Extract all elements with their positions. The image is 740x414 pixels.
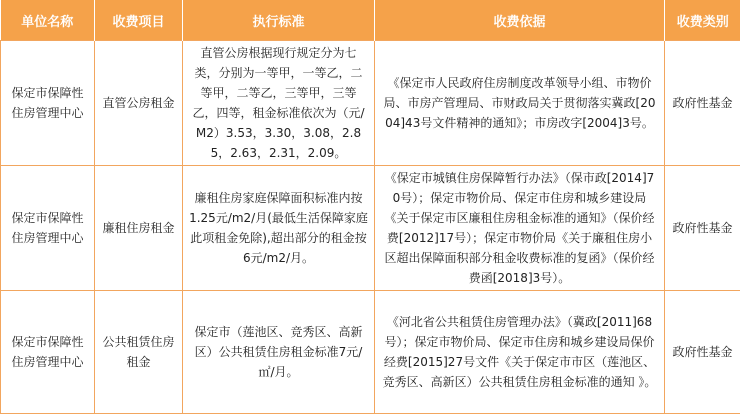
table-row xyxy=(1,166,740,291)
standard-cell: 保定市（莲池区、竞秀区、高新区）公共租赁住房租金标准7元/㎡/月。 xyxy=(183,291,375,414)
table-row xyxy=(1,291,740,414)
header-basis: 收费依据 xyxy=(375,0,665,41)
header-row xyxy=(1,0,740,41)
basis-cell: 《保定市人民政府住房制度改革领导小组、市物价局、市房产管理局、市财政局关于贯彻落实冀政[2004]43号文件精神的通知》；市房改字[2004]3号。 xyxy=(375,41,665,166)
header-standard: 执行标准 xyxy=(183,0,375,41)
item-cell: 公共租赁住房租金 xyxy=(95,291,183,414)
unit-cell: 保定市保障性住房管理中心 xyxy=(1,41,95,166)
standard-cell: 直管公房根据现行规定分为七类，分别为一等甲，一等乙，二等甲，二等乙，三等甲，三等乙，四等，租金标准依次为（元/M2）3.53，3.30，3.08，2.85，2.63，2.31，2.09。 xyxy=(183,41,375,166)
basis-cell: 《保定市城镇住房保障暂行办法》（保市政[2014]70号）；保定市物价局、保定市住房和城乡建设局《关于保定市区廉租住房租金标准的通知》（保价经费[2012]17号）；保定市物价局《关于廉租住房小区超出保障面积部分租金收费标准的复函》（保价经费函[2018]3号）。 xyxy=(375,166,665,291)
table-row xyxy=(1,41,740,166)
item-cell: 廉租住房租金 xyxy=(95,166,183,291)
basis-cell: 《河北省公共租赁住房管理办法》（冀政[2011]68号）；保定市物价局、保定市住房和城乡建设局保价经费[2015]27号文件《关于保定市市区（莲池区、竞秀区、高新区）公共租赁住房租金标准的通知 》。 xyxy=(375,291,665,414)
unit-cell: 保定市保障性住房管理中心 xyxy=(1,291,95,414)
header-type: 收费类别 xyxy=(665,0,740,41)
type-cell: 政府性基金 xyxy=(665,166,740,291)
header-item: 收费项目 xyxy=(95,0,183,41)
type-cell: 政府性基金 xyxy=(665,291,740,414)
header-unit: 单位名称 xyxy=(1,0,95,41)
type-cell: 政府性基金 xyxy=(665,41,740,166)
item-cell: 直管公房租金 xyxy=(95,41,183,166)
standard-cell: 廉租住房家庭保障面积标准内按1.25元/m2/月(最低生活保障家庭此项租金免除),超出部分的租金按6元/m2/月。 xyxy=(183,166,375,291)
unit-cell: 保定市保障性住房管理中心 xyxy=(1,166,95,291)
